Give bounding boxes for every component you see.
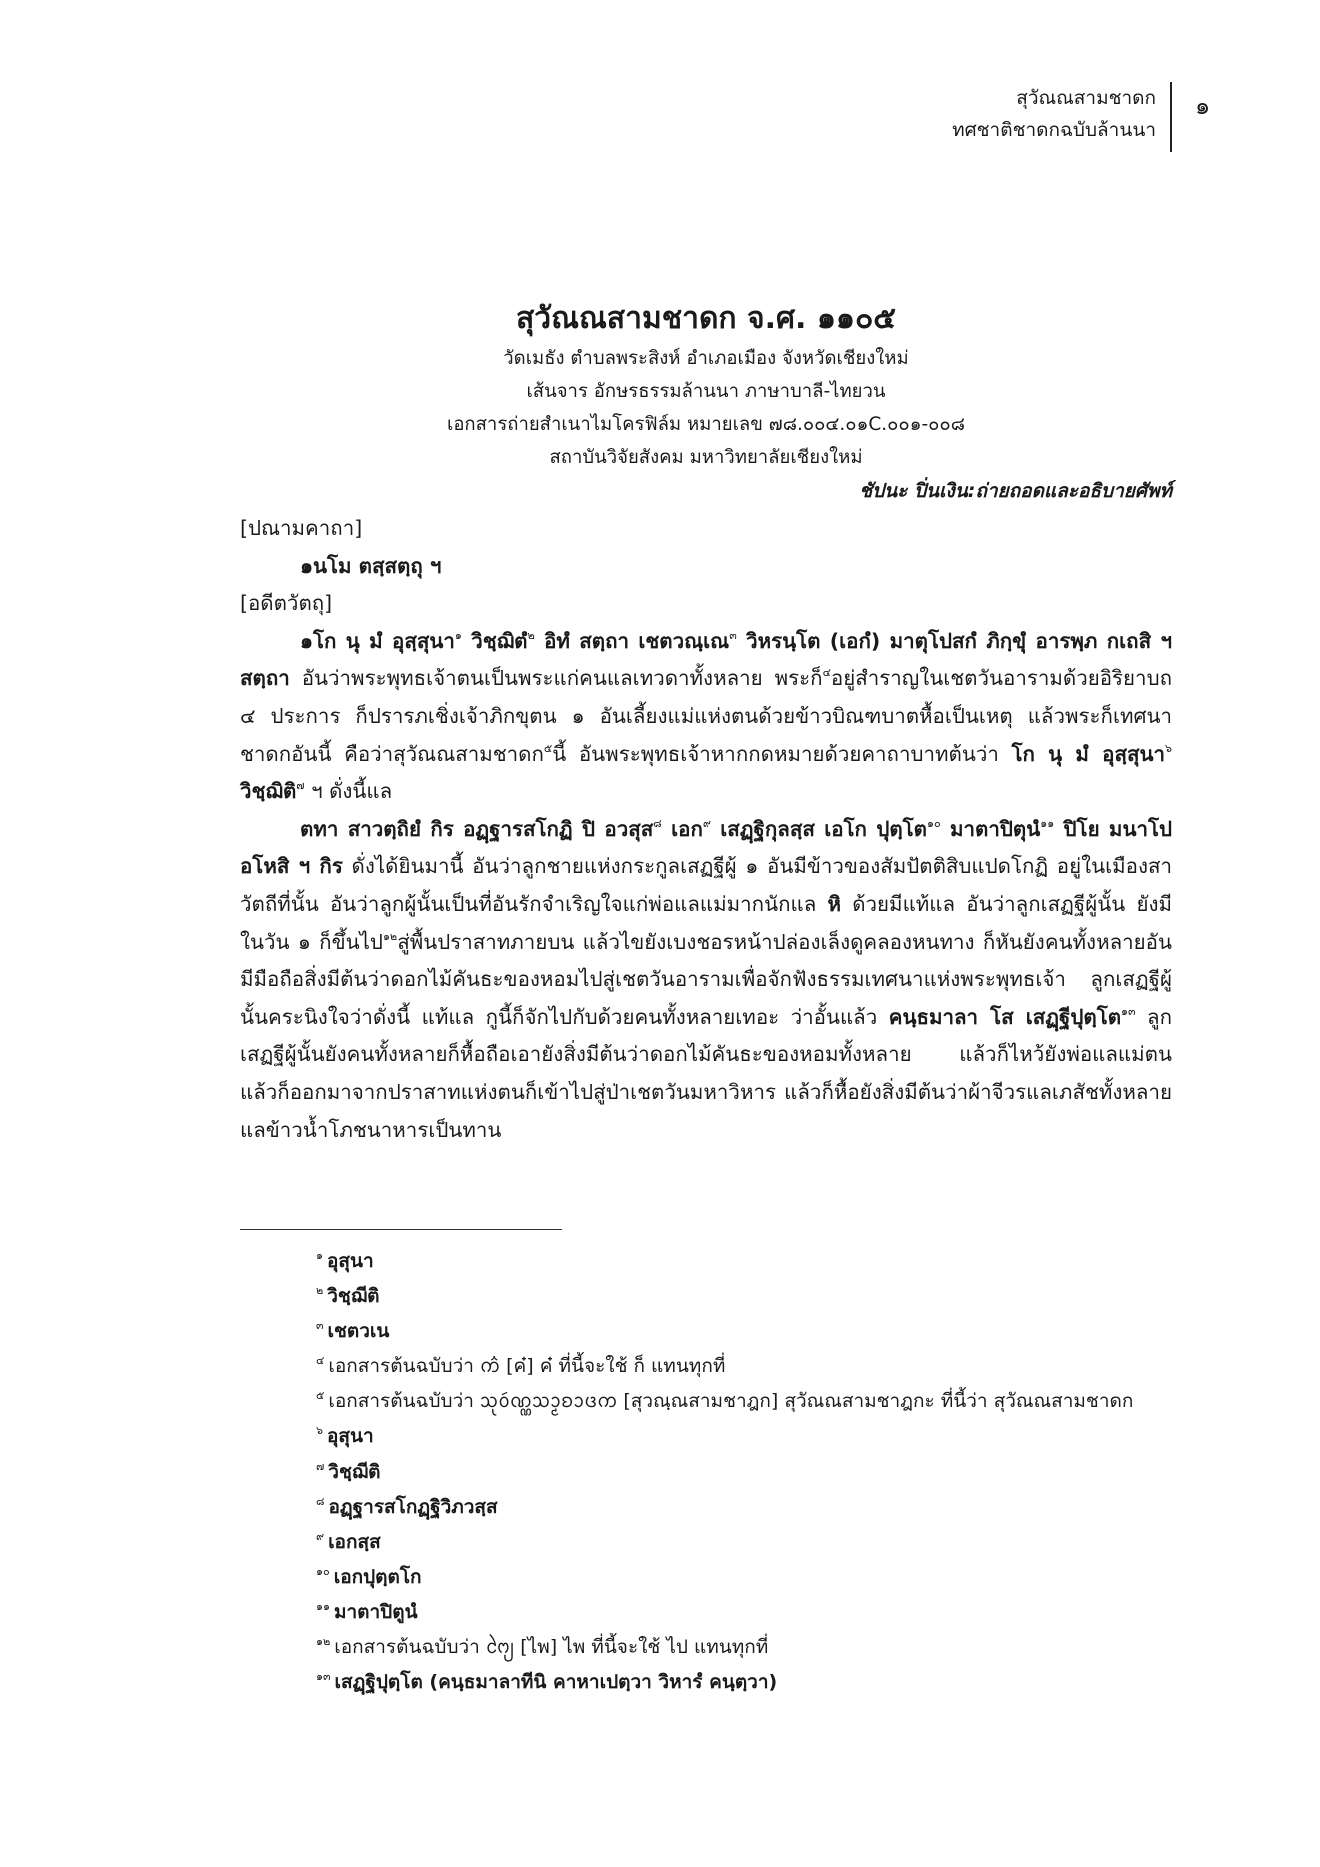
footnote-ref[interactable]: ๔ <box>822 666 831 680</box>
pali-text: วิชฺฌิติ <box>240 779 297 804</box>
footnote-text: เอกสารต้นฉบับว่า ᨠᩳ [ค๋] ค๋ ที่นี้จะใช้ ก็ แทนทุกที่ <box>328 1355 726 1378</box>
subtitle-line: เอกสารถ่ายสำเนาไมโครฟิล์ม หมายเลข ๗๘.๐๐๔.๐๑C.๐๐๑-๐๐๘ <box>447 414 965 435</box>
footnote-text: มาตาปิตูนํ <box>333 1600 418 1623</box>
footnote-number: ๘ <box>316 1494 325 1508</box>
subtitle-line: เส้นจาร อักษรธรรมล้านนา ภาษาบาลี-ไทยวน <box>526 381 886 402</box>
thai-text: ฯ ดั่งนี้แล <box>304 779 393 804</box>
pali-text: มาตาปิตุนํ <box>940 816 1041 841</box>
footnote-number: ๙ <box>316 1529 325 1543</box>
pali-text: เอก <box>661 816 703 841</box>
footnote-text: อุสุนา <box>326 1425 374 1448</box>
page-number: ๑ <box>1195 92 1211 120</box>
footnote-number: ๑ <box>316 1249 323 1262</box>
pali-text: เสฏฺฐิกุลสฺส เอโก ปุตฺโต <box>710 816 927 841</box>
pali-text: ปิโย มนาโป อโหสิ ฯ กิร <box>240 816 1172 879</box>
footnote-text: วิชฺฌีติ <box>327 1285 380 1308</box>
footnote-number: ๖ <box>316 1424 323 1438</box>
footnote-ref[interactable]: ๖ <box>1165 741 1172 755</box>
pali-text: วิชฺฌิตํ <box>461 628 528 653</box>
footnote <box>316 1560 1196 1595</box>
pali-text: อิทํ สตฺถา เชตวณฺเณ <box>534 628 730 653</box>
footnote-ref[interactable]: ๑๒ <box>382 929 398 943</box>
header-line-1: สุวัณณสามชาดก <box>1016 87 1156 109</box>
footnote <box>316 1630 1196 1665</box>
footnote-text: เอกสารต้นฉบับว่า ᩈᩩᩅᩢᨱ᩠ᨱᩈᩣ᩠ᨾᨧᩣᨴᨠ [สุวณฺณสามชาฎก] สุวัณณสามชาฎกะ ที่นี้ว่า สุวัณณสามชาดก <box>328 1390 1134 1413</box>
footnote-number: ๗ <box>316 1459 325 1473</box>
footnote <box>316 1349 1196 1384</box>
paragraph-1 <box>240 623 1172 811</box>
footnote-number: ๑๑ <box>316 1599 330 1613</box>
footnote-number: ๓ <box>316 1319 324 1333</box>
section-heading: [อดีตวัตถุ] <box>240 591 333 616</box>
section-heading: [ปณามคาถา] <box>240 516 363 540</box>
document-title: สุวัณณสามชาดก จ.ศ. ๑๑๐๕ <box>515 301 896 336</box>
footnote-ref[interactable]: ๑๐ <box>926 816 941 830</box>
thai-text: ด้วยมีแท้แล อันว่าลูกเสฏฐีผู้นั้น ยังมีในวัน ๑ ก็ขึ้นไป <box>240 891 1172 954</box>
footnote-ref[interactable]: ๑๓ <box>1121 1004 1136 1018</box>
footnote-ref[interactable]: ๗ <box>296 779 305 793</box>
footnote <box>316 1244 1196 1279</box>
footnote-number: ๒ <box>316 1284 324 1298</box>
footnote <box>316 1314 1196 1349</box>
footnote-divider <box>240 1229 562 1230</box>
footnote-ref[interactable]: ๕ <box>543 741 553 755</box>
footnote-ref[interactable]: ๑ <box>454 628 462 642</box>
thai-text: สู่พื้นปราสาทภายบน แล้วไขยังเบงชอรหน้าปล่องเล็งดูคลองหนทาง ก็หันยังคนทั้งหลายอันมีมือถือสิ่งมีต้นว่าดอกไม้คันธะของหอมไปสู่เชตวันอารามเพื่อจักฟังธรรมเทศนาแห่งพระพุทธเจ้า ลูกเสฏฐีผู้นั้นคระนิงใจว่าดั่งนี้ แท้แล กูนี้ก็จักไปกับด้วยคนทั้งหลายเทอะ ว่าอั้นแล้ว <box>240 929 1172 1029</box>
footnote-ref[interactable]: ๒ <box>527 628 535 642</box>
footnote <box>316 1490 1196 1525</box>
footnote <box>316 1384 1196 1419</box>
footnote-ref[interactable]: ๘ <box>653 816 662 830</box>
pali-text: วิหรนฺโต (เอกํ) มาตุโปสกํ ภิกฺขุํ อารพฺภ กเถสิ ฯ สตฺถา <box>240 628 1172 691</box>
pali-text: ตทา สาวตฺถิยํ กิร อฏฺฐารสโกฏิ ปิ อวสุส <box>300 816 654 841</box>
pali-text: หิ <box>827 891 841 916</box>
footnote-text: อุสุนา <box>326 1250 374 1272</box>
pali-text: โก นุ มํ อุสฺสุนา <box>1011 741 1165 766</box>
body-text <box>240 510 1172 1149</box>
footnote-ref[interactable]: ๑๑ <box>1040 816 1055 830</box>
footnote-ref[interactable]: ๙ <box>702 816 711 830</box>
footnote-number: ๑๓ <box>316 1670 331 1684</box>
footnote-text: เอกปุตฺตโก <box>333 1565 422 1588</box>
footnote-text: วิชฺฌีติ <box>328 1460 381 1483</box>
thai-text: ดั่งได้ยินมานี้ อันว่าลูกชายแห่งกระกูลเสฏฐีผู้ ๑ อันมีข้าวของสัมปัตติสิบแปดโกฏิ อยู่ในเมืองสาวัตถีที่นั้น อันว่าลูกผู้นั้นเป็นที่อันรักจำเริญใจแก่พ่อแลแม่มากนักแล <box>240 854 1172 916</box>
footnote-text: เสฏฺฐิปุตฺโต (คนฺธมาลาทีนิ คาหาเปตฺวา วิหารํ คนฺตฺวา) <box>334 1671 778 1694</box>
footnote <box>316 1665 1196 1700</box>
footnote-number: ๑๒ <box>316 1635 331 1649</box>
footnote-text: เชตวเน <box>327 1320 390 1343</box>
pali-text: คนฺธมาลา โส เสฏฺฐีปุตฺโต <box>888 1004 1122 1029</box>
footnote <box>316 1455 1196 1490</box>
footnote-text: เอกสฺส <box>328 1530 381 1553</box>
header-line-2: ทศชาติชาดกฉบับล้านนา <box>952 119 1156 141</box>
footnote-ref[interactable]: ๓ <box>729 628 737 642</box>
transcriber-credit: ชัปนะ ปิ่นเงิน:ถ่ายถอดและอธิบายศัพท์ <box>859 480 1172 502</box>
subtitle-line: วัดเมธัง ตำบลพระสิงห์ อำเภอเมือง จังหวัดเชียงใหม่ <box>503 348 909 369</box>
footnote <box>316 1419 1196 1454</box>
footnotes <box>316 1244 1196 1700</box>
subtitle-line: สถาบันวิจัยสังคม มหาวิทยาลัยเชียงใหม่ <box>549 447 863 468</box>
title-block <box>240 296 1172 508</box>
footnote <box>316 1279 1196 1314</box>
thai-text: อยู่สำราญในเชตวันอารามด้วยอิริยาบถ ๔ ประการ ก็ปรารภเชิ่งเจ้าภิกขุตน ๑ อันเลี้ยงแม่แห่งตนด้วยข้าวบิณฑบาตหื้อเป็นเหตุ แล้วพระก็เทศนาชาดกอันนี้ คือว่าสุวัณณสามชาดก <box>240 666 1172 766</box>
footnote-text: อฏฺฐารสโกฏฺฐิวิภวสฺส <box>328 1495 498 1518</box>
paragraph-2 <box>240 811 1172 1149</box>
footnote <box>316 1595 1196 1630</box>
footnote-text: เอกสารต้นฉบับว่า ᨻᩱ᩠ᨿ [ไพ] ไพ ที่นี้จะใช้ ไป แทนทุกที่ <box>334 1636 769 1659</box>
footnote-number: ๕ <box>316 1389 325 1403</box>
footnote <box>316 1525 1196 1560</box>
thai-text: ลูกเสฏฐีผู้นั้นยังคนทั้งหลายก็หื้อถือเอายังสิ่งมีต้นว่าดอกไม้คันธะของหอมทั้งหลาย แล้วก็ไหว้ยังพ่อแลแม่ตน แล้วก็ออกมาจากปราสาทแห่งตนก็เข้าไปสู่ป่าเชตวันมหาวิหาร แล้วก็หื้อยังสิ่งมีต้นว่าผ้าจีวรแลเภสัชทั้งหลายแลข้าวน้ำโภชนาหารเป็นทาน <box>240 1004 1172 1142</box>
footnote-number: ๔ <box>316 1354 325 1368</box>
pali-text: ๑โก นุ มํ อุสฺสุนา <box>300 628 455 653</box>
running-header <box>952 82 1172 152</box>
invocation-line <box>240 548 1172 586</box>
thai-text: อันว่าพระพุทธเจ้าตนเป็นพระแก่คนแลเทวดาทั้งหลาย พระก็ <box>289 666 823 691</box>
thai-text: นี้ อันพระพุทธเจ้าหากกดหมายด้วยคาถาบาทต้นว่า <box>552 741 1012 766</box>
footnote-number: ๑๐ <box>316 1564 330 1578</box>
invocation-text: ๑นโม ตสฺสตฺถุ ฯ <box>300 553 442 578</box>
